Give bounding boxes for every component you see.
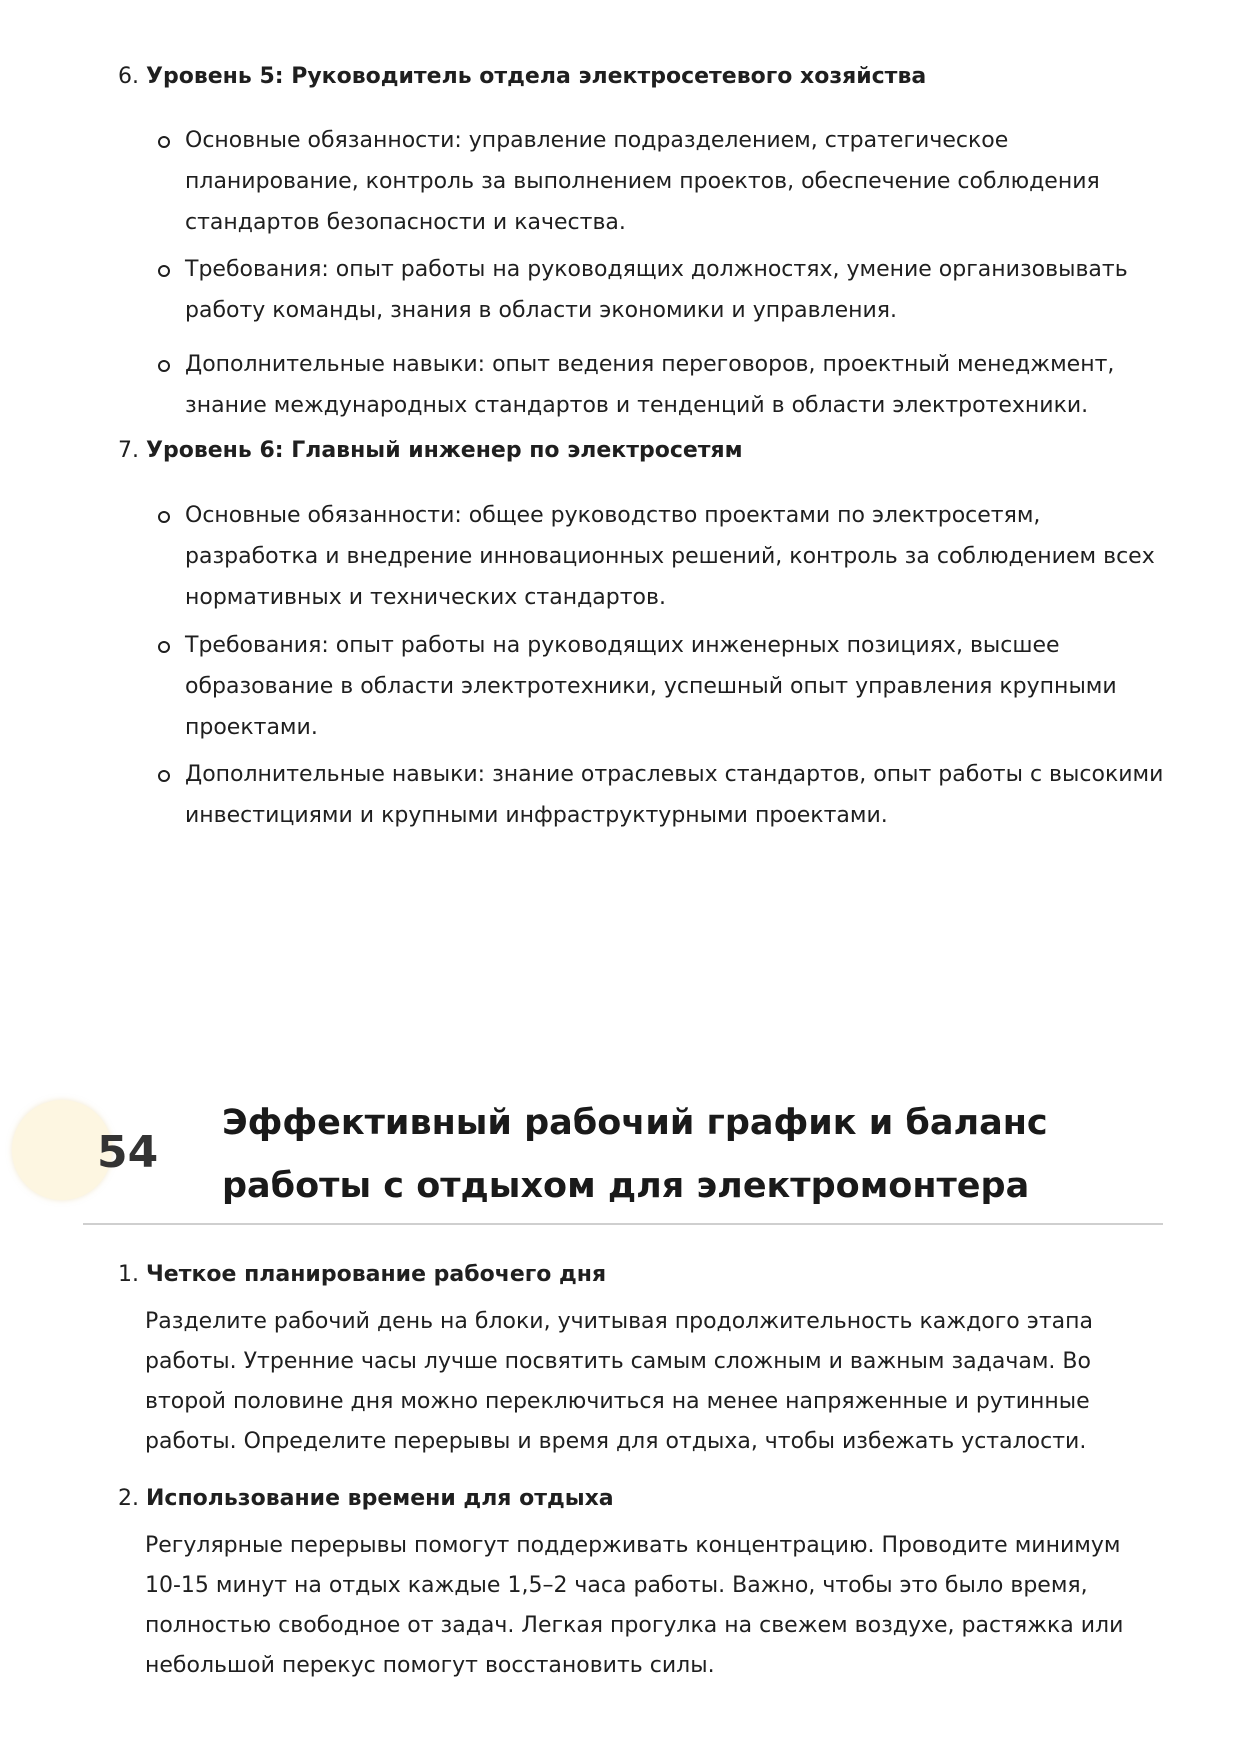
bullet-text: Требования: опыт работы на руководящих должностях, умение организовывать работу команды, знания в области экономики и управления. — [185, 257, 1128, 323]
list-number: 6. — [118, 64, 139, 89]
bullet-circle-icon — [158, 770, 170, 782]
list-item-level-5 — [118, 64, 1158, 89]
bullet-item — [185, 625, 1165, 748]
list-item-level-6 — [118, 438, 1158, 463]
paragraph: Регулярные перерывы помогут поддерживать концентрацию. Проводите минимум 10-15 минут на отдых каждые 1,5–2 часа работы. Важно, чтобы это было время, полностью свободное от задач. Легкая прогулка на свежем воздухе, растяжка или небольшой перекус помогут восстановить силы. — [145, 1533, 1124, 1678]
bullet-circle-icon — [158, 360, 170, 372]
bullet-item — [185, 754, 1165, 836]
paragraph: Разделите рабочий день на блоки, учитывая продолжительность каждого этапа работы. Утренние часы лучше посвятить самым сложным и важным задачам. Во второй половине дня можно переключиться на менее напряженные и рутинные работы. Определите перерывы и время для отдыха, чтобы избежать усталости. — [145, 1309, 1093, 1454]
list-item-planning — [118, 1262, 1158, 1287]
bullet-circle-icon — [158, 641, 170, 653]
section-number: 54 — [97, 1127, 159, 1178]
section-title: Эффективный рабочий график и баланс работы с отдыхом для электромонтера — [222, 1103, 1048, 1206]
bullet-item — [185, 120, 1165, 243]
bullet-text: Дополнительные навыки: знание отраслевых стандартов, опыт работы с высокими инвестициями и крупными инфраструктурными проектами. — [185, 762, 1164, 828]
bullet-circle-icon — [158, 136, 170, 148]
list-heading: Уровень 6: Главный инженер по электросетям — [146, 438, 743, 463]
list-heading: Четкое планирование рабочего дня — [146, 1262, 607, 1287]
bullet-item — [185, 249, 1165, 331]
bullet-circle-icon — [158, 265, 170, 277]
list-number: 7. — [118, 438, 139, 463]
bullet-text: Основные обязанности: управление подразделением, стратегическое планирование, контроль за выполнением проектов, обеспечение соблюдения стандартов безопасности и качества. — [185, 128, 1100, 235]
bullet-text: Дополнительные навыки: опыт ведения переговоров, проектный менеджмент, знание международных стандартов и тенденций в области электротехники. — [185, 352, 1115, 418]
bullet-item — [185, 344, 1165, 426]
bullet-text: Требования: опыт работы на руководящих инженерных позициях, высшее образование в области электротехники, успешный опыт управления крупными проектами. — [185, 633, 1117, 740]
section-divider — [83, 1223, 1163, 1225]
list-item-rest — [118, 1486, 1158, 1511]
list-number: 2. — [118, 1486, 139, 1511]
bullet-text: Основные обязанности: общее руководство проектами по электросетям, разработка и внедрение инновационных решений, контроль за соблюдением всех нормативных и технических стандартов. — [185, 503, 1155, 610]
list-heading: Использование времени для отдыха — [146, 1486, 614, 1511]
bullet-circle-icon — [158, 511, 170, 523]
list-heading: Уровень 5: Руководитель отдела электросетевого хозяйства — [146, 64, 927, 89]
list-number: 1. — [118, 1262, 139, 1287]
bullet-item — [185, 495, 1165, 618]
